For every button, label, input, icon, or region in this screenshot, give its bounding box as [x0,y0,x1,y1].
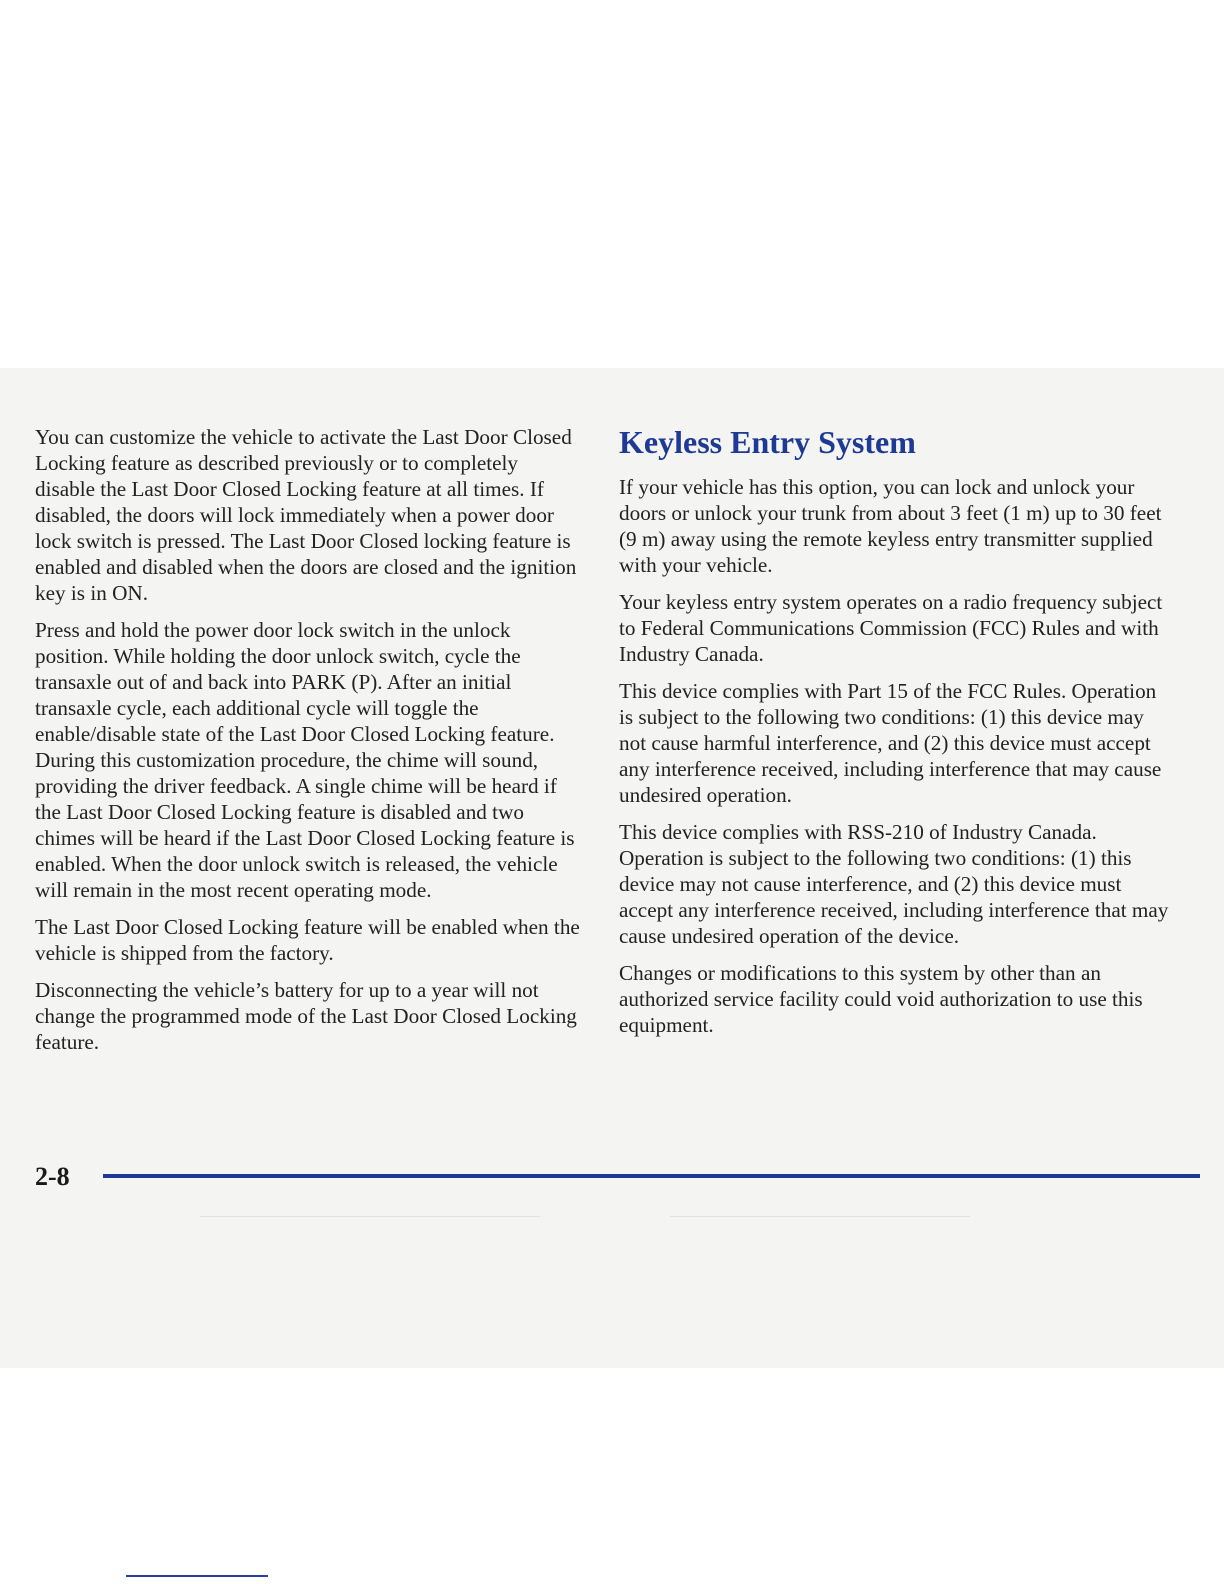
paragraph-radio-frequency: Your keyless entry system operates on a radio frequency subject to Federal Communications Commission (FCC) Rules and with Industry Canada. [619,590,1163,666]
page-footer [35,1162,1165,1192]
paragraph-keyless-range: If your vehicle has this option, you can lock and unlock your doors or unlock your trunk from about 3 feet (1 m) up to 30 feet (9 m) away using the remote keyless entry transmitter supplied with your vehicle. [619,475,1162,577]
paragraph-battery-disconnect: Disconnecting the vehicle’s battery for up to a year will not change the programmed mode of the Last Door Closed Locking feature. [35,978,577,1054]
paragraph-customize-locking: You can customize the vehicle to activate the Last Door Closed Locking feature as described previously or to completely disable the Last Door Closed Locking feature at all times. If disabled, the doors will lock immediately when a power door lock switch is pressed. The Last Door Closed locking feature is enabled and disabled when the doors are closed and the ignition key is in ON. [35,425,577,605]
paragraph-factory-default: The Last Door Closed Locking feature will be enabled when the vehicle is shipped from the factory. [35,915,580,965]
bottom-link-underline [126,1575,268,1577]
faint-divider-right [670,1216,970,1217]
faint-divider-left [200,1216,540,1217]
paragraph-industry-canada: This device complies with RSS-210 of Industry Canada. Operation is subject to the following two conditions: (1) this device may not cause interference, and (2) this device must accept any interference received, including interference that may cause undesired operation of the device. [619,820,1169,948]
left-column [35,424,580,1066]
section-title-keyless-entry: Keyless Entry System [619,424,916,460]
paragraph-press-and-hold: Press and hold the power door lock switch in the unlock position. While holding the door unlock switch, cycle the transaxle out of and back into PARK (P). After an initial transaxle cycle, each additional cycle will toggle the enable/disable state of the Last Door Closed Locking feature. During this customization procedure, the chime will sound, providing the driver feedback. A single chime will be heard if the Last Door Closed Locking feature is disabled and two chimes will be heard if the Last Door Closed Locking feature is enabled. When the door unlock switch is released, the vehicle will remain in the most recent operating mode. [35,618,575,902]
footer-rule [103,1174,1200,1178]
paragraph-fcc-compliance: This device complies with Part 15 of the FCC Rules. Operation is subject to the following two conditions: (1) this device may not cause harmful interference, and (2) this device must accept any interference received, including interference that may cause undesired operation. [619,679,1162,807]
page-number: 2-8 [35,1162,70,1191]
paragraph-modifications-warning: Changes or modifications to this system by other than an authorized service facility could void authorization to use this equipment. [619,961,1143,1037]
right-column [619,424,1169,1049]
